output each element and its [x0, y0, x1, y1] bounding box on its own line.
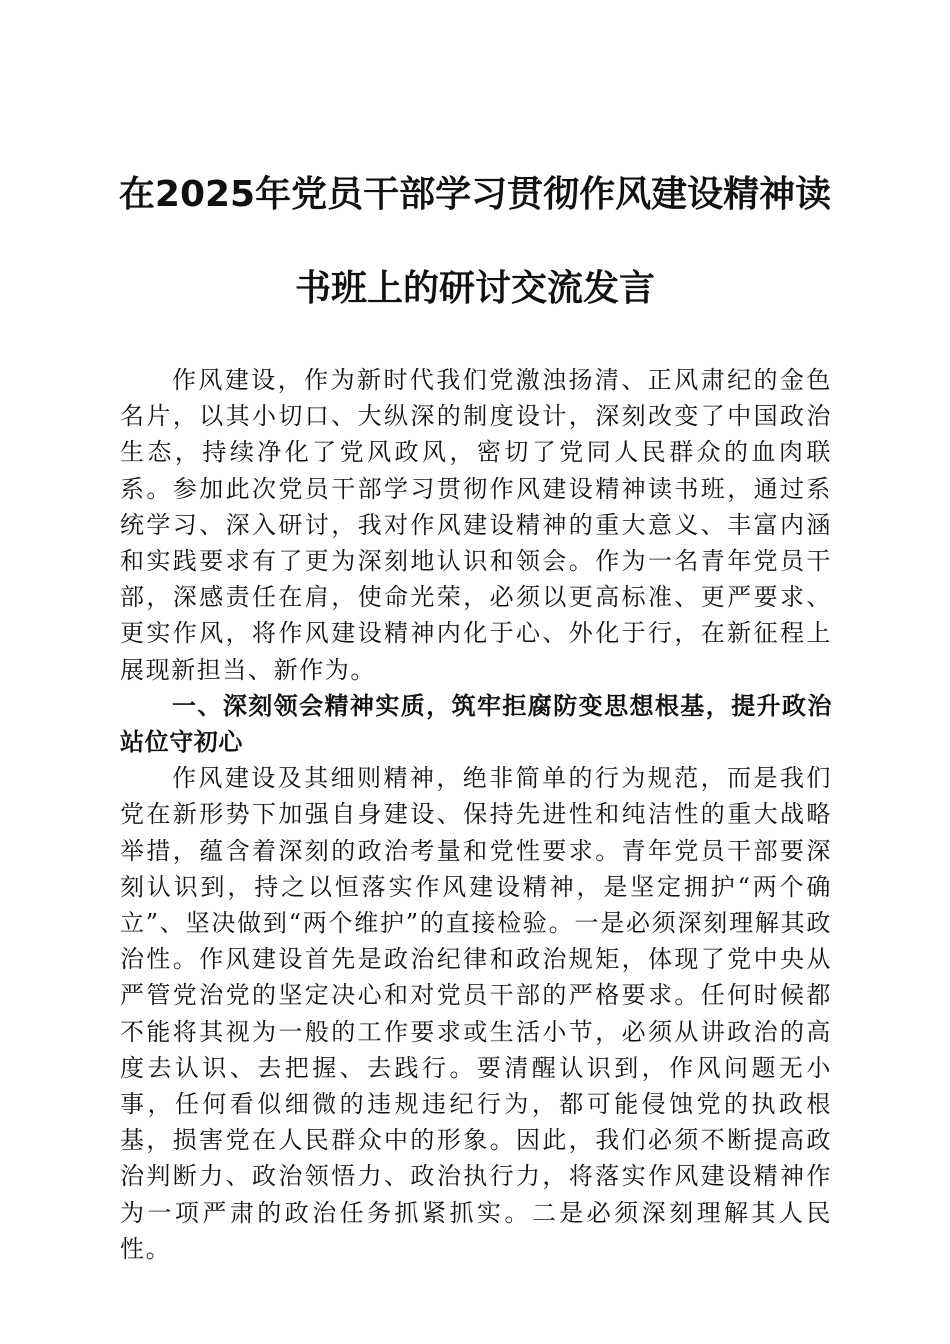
title-line-1: 在2025年党员干部学习贯彻作风建设精神读 — [118, 174, 832, 215]
section-paragraph-1: 作风建设及其细则精神，绝非简单的行为规范，而是我们党在新形势下加强自身建设、保持先进性和纯洁性的重大战略举措，蕴含着深刻的政治考量和党性要求。青年党员干部要深刻认识到，持之以恒落实作风建设精神，是坚定拥护“两个确立”、坚决做到“两个维护”的直接检验。一是必须深刻理解其政治性。作风建设首先是政治纪律和政治规矩，体现了党中央从严管党治党的坚定决心和对党员干部的严格要求。任何时候都不能将其视为一般的工作要求或生活小节，必须从讲政治的高度去认识、去把握、去践行。要清醒认识到，作风问题无小事，任何看似细微的违规违纪行为，都可能侵蚀党的执政根基，损害党在人民群众中的形象。因此，我们必须不断提高政治判断力、政治领悟力、政治执行力，将落实作风建设精神作为一项严肃的政治任务抓紧抓实。二是必须深刻理解其人民性。 — [120, 764, 832, 1263]
document-body — [120, 362, 832, 1267]
document-title — [110, 170, 840, 314]
intro-paragraph: 作风建设，作为新时代我们党激浊扬清、正风肃纪的金色名片，以其小切口、大纵深的制度设计，深刻改变了中国政治生态，持续净化了党风政风，密切了党同人民群众的血肉联系。参加此次党员干部学习贯彻作风建设精神读书班，通过系统学习、深入研讨，我对作风建设精神的重大意义、丰富内涵和实践要求有了更为深刻地认识和领会。作为一名青年党员干部，深感责任在肩，使命光荣，必须以更高标准、更严要求、更实作风，将作风建设精神内化于心、外化于行，在新征程上展现新担当、新作为。 — [120, 366, 832, 684]
section-heading-1: 一、深刻领会精神实质，筑牢拒腐防变思想根基，提升政治站位守初心 — [120, 691, 832, 757]
title-line-2: 书班上的研讨交流发言 — [294, 268, 655, 309]
